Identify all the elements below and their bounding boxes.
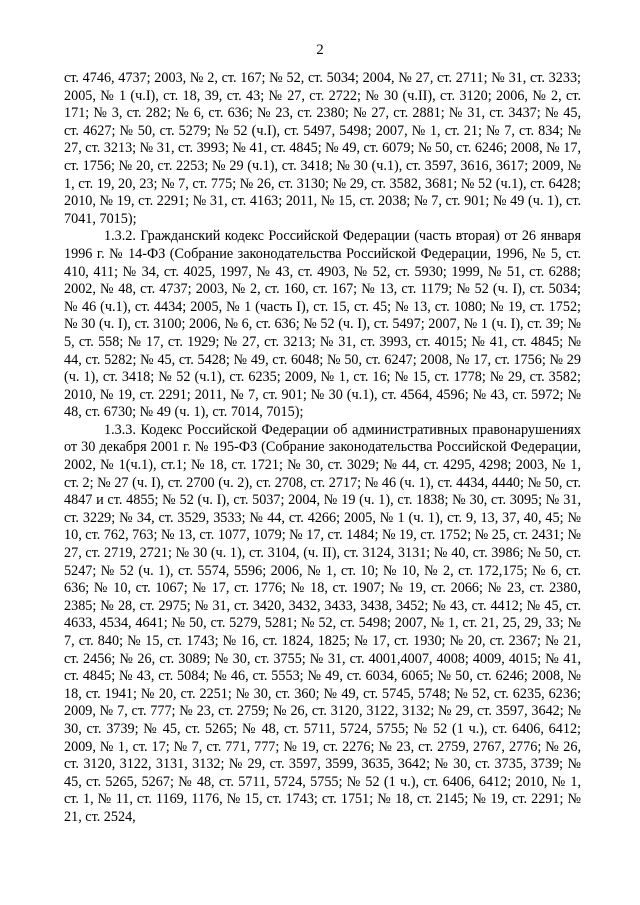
- paragraph-civil-code-part-two: 1.3.2. Гражданский кодекс Российской Федерации (часть вторая) от 26 января 1996 г. № 14-ФЗ (Собрание законодательства Российской Федерации, 1996, № 5, ст. 410, 411; № 34, ст. 4025, 1997, № 43, ст. 4903, № 52, ст. 5930; 1999, № 51, ст. 6288; 2002, № 48, ст. 4737; 2003, № 2, ст. 160, ст. 167; № 13, ст. 1179; № 52 (ч. I), ст. 5034; № 46 (ч.1), ст. 4434; 2005, № 1 (часть I), ст. 15, ст. 45; № 13, ст. 1080; № 19, ст. 1752; № 30 (ч. I), ст. 3100; 2006, № 6, ст. 636; № 52 (ч. I), ст. 5497; 2007, № 1 (ч. I), ст. 39; № 5, ст. 558; № 17, ст. 1929; № 27, ст. 3213; № 31, ст. 3993, ст. 4015; № 41, ст. 4845; № 44, ст. 5282; № 45, ст. 5428; № 49, ст. 6048; № 50, ст. 6247; 2008, № 17, ст. 1756; № 29 (ч. 1), ст. 3418; № 52 (ч.1), ст. 6235; 2009, № 1, ст. 16; № 15, ст. 1778; № 29, ст. 3582; 2010, № 19, ст. 2291; 2011, № 7, ст. 901; № 30 (ч.1), ст. 4564, 4596; № 43, ст. 5972; № 48, ст. 6730; № 49 (ч. 1), ст. 7014, 7015);: [64, 228, 581, 421]
- document-body: [64, 70, 581, 827]
- paragraph-administrative-code: 1.3.3. Кодекс Российской Федерации об административных правонарушениях от 30 декабря 2001 г. № 195-ФЗ (Собрание законодательства Российской Федерации, 2002, № 1(ч.1), ст.1; № 18, ст. 1721; № 30, ст. 3029; № 44, ст. 4295, 4298; 2003, № 1, ст. 2; № 27 (ч. I), ст. 2700 (ч. 2), ст. 2708, ст. 2717; № 46 (ч. 1), ст. 4434, 4440; № 50, ст. 4847 и ст. 4855; № 52 (ч. I), ст. 5037; 2004, № 19 (ч. 1), ст. 1838; № 30, ст. 3095; № 31, ст. 3229; № 34, ст. 3529, 3533; № 44, ст. 4266; 2005, № 1 (ч. 1), ст. 9, 13, 37, 40, 45; № 10, ст. 762, 763; № 13, ст. 1077, 1079; № 17, ст. 1484; № 19, ст. 1752; № 25, ст. 2431; № 27, ст. 2719, 2721; № 30 (ч. 1), ст. 3104, (ч. II), ст. 3124, 3131; № 40, ст. 3986; № 50, ст. 5247; № 52 (ч. 1), ст. 5574, 5596; 2006, № 1, ст. 10; № 10, № 2, ст. 172,175; № 6, ст. 636; № 10, ст. 1067; № 17, ст. 1776; № 18, ст. 1907; № 19, ст. 2066; № 23, ст. 2380, 2385; № 28, ст. 2975; № 31, ст. 3420, 3432, 3433, 3438, 3452; № 43, ст. 4412; № 45, ст. 4633, 4534, 4641; № 50, ст. 5279, 5281; № 52, ст. 5498; 2007, № 1, ст. 21, 25, 29, 33; № 7, ст. 840; № 15, ст. 1743; № 16, ст. 1824, 1825; № 17, ст. 1930; № 20, ст. 2367; № 21, ст. 2456; № 26, ст. 3089; № 30, ст. 3755; № 31, ст. 4001,4007, 4008; 4009, 4015; № 41, ст. 4845; № 43, ст. 5084; № 46, ст. 5553; № 49, ст. 6034, 6065; № 50, ст. 6246; 2008, № 18, ст. 1941; № 20, ст. 2251; № 30, ст. 360; № 49, ст. 5745, 5748; № 52, ст. 6235, 6236; 2009, № 7, ст. 777; № 23, ст. 2759; № 26, ст. 3120, 3122, 3132; № 29, ст. 3597, 3642; № 30, ст. 3739; № 45, ст. 5265; № 48, ст. 5711, 5724, 5755; № 52 (1 ч.), ст. 6406, 6412; 2009, № 1, ст. 17; № 7, ст. 771, 777; № 19, ст. 2276; № 23, ст. 2759, 2767, 2776; № 26, ст. 3120, 3122, 3131, 3132; № 29, ст. 3597, 3599, 3635, 3642; № 30, ст. 3735, 3739; № 45, ст. 5265, 5267; № 48, ст. 5711, 5724, 5755; № 52 (1 ч.), ст. 6406, 6412; 2010, № 1, ст. 1, № 11, ст. 1169, 1176, № 15, ст. 1743; ст. 1751; № 18, ст. 2145; № 19, ст. 2291; № 21, ст. 2524,: [64, 421, 581, 825]
- paragraph-continuation: ст. 4746, 4737; 2003, № 2, ст. 167; № 52, ст. 5034; 2004, № 27, ст. 2711; № 31, ст. 3233; 2005, № 1 (ч.I), ст. 18, 39, ст. 43; № 27, ст. 2722; № 30 (ч.II), ст. 3120; 2006, № 2, ст. 171; № 3, ст. 282; № 6, ст. 636; № 23, ст. 2380; № 27, ст. 2881; № 31, ст. 3437; № 45, ст. 4627; № 50, ст. 5279; № 52 (ч.I), ст. 5497, 5498; 2007, № 1, ст. 21; № 7, ст. 834; № 27, ст. 3213; № 31, ст. 3993; № 41, ст. 4845; № 49, ст. 6079; № 50, ст. 6246; 2008, № 17, ст. 1756; № 20, ст. 2253; № 29 (ч.1), ст. 3418; № 30 (ч.1), ст. 3597, 3616, 3617; 2009, № 1, ст. 19, 20, 23; № 7, ст. 775; № 26, ст. 3130; № 29, ст. 3582, 3681; № 52 (ч.1), ст. 6428; 2010, № 19, ст. 2291; № 31, ст. 4163; 2011, № 15, ст. 2038; № 7, ст. 901; № 49 (ч. 1), ст. 7041, 7015);: [64, 70, 581, 227]
- page-number: 2: [316, 42, 324, 58]
